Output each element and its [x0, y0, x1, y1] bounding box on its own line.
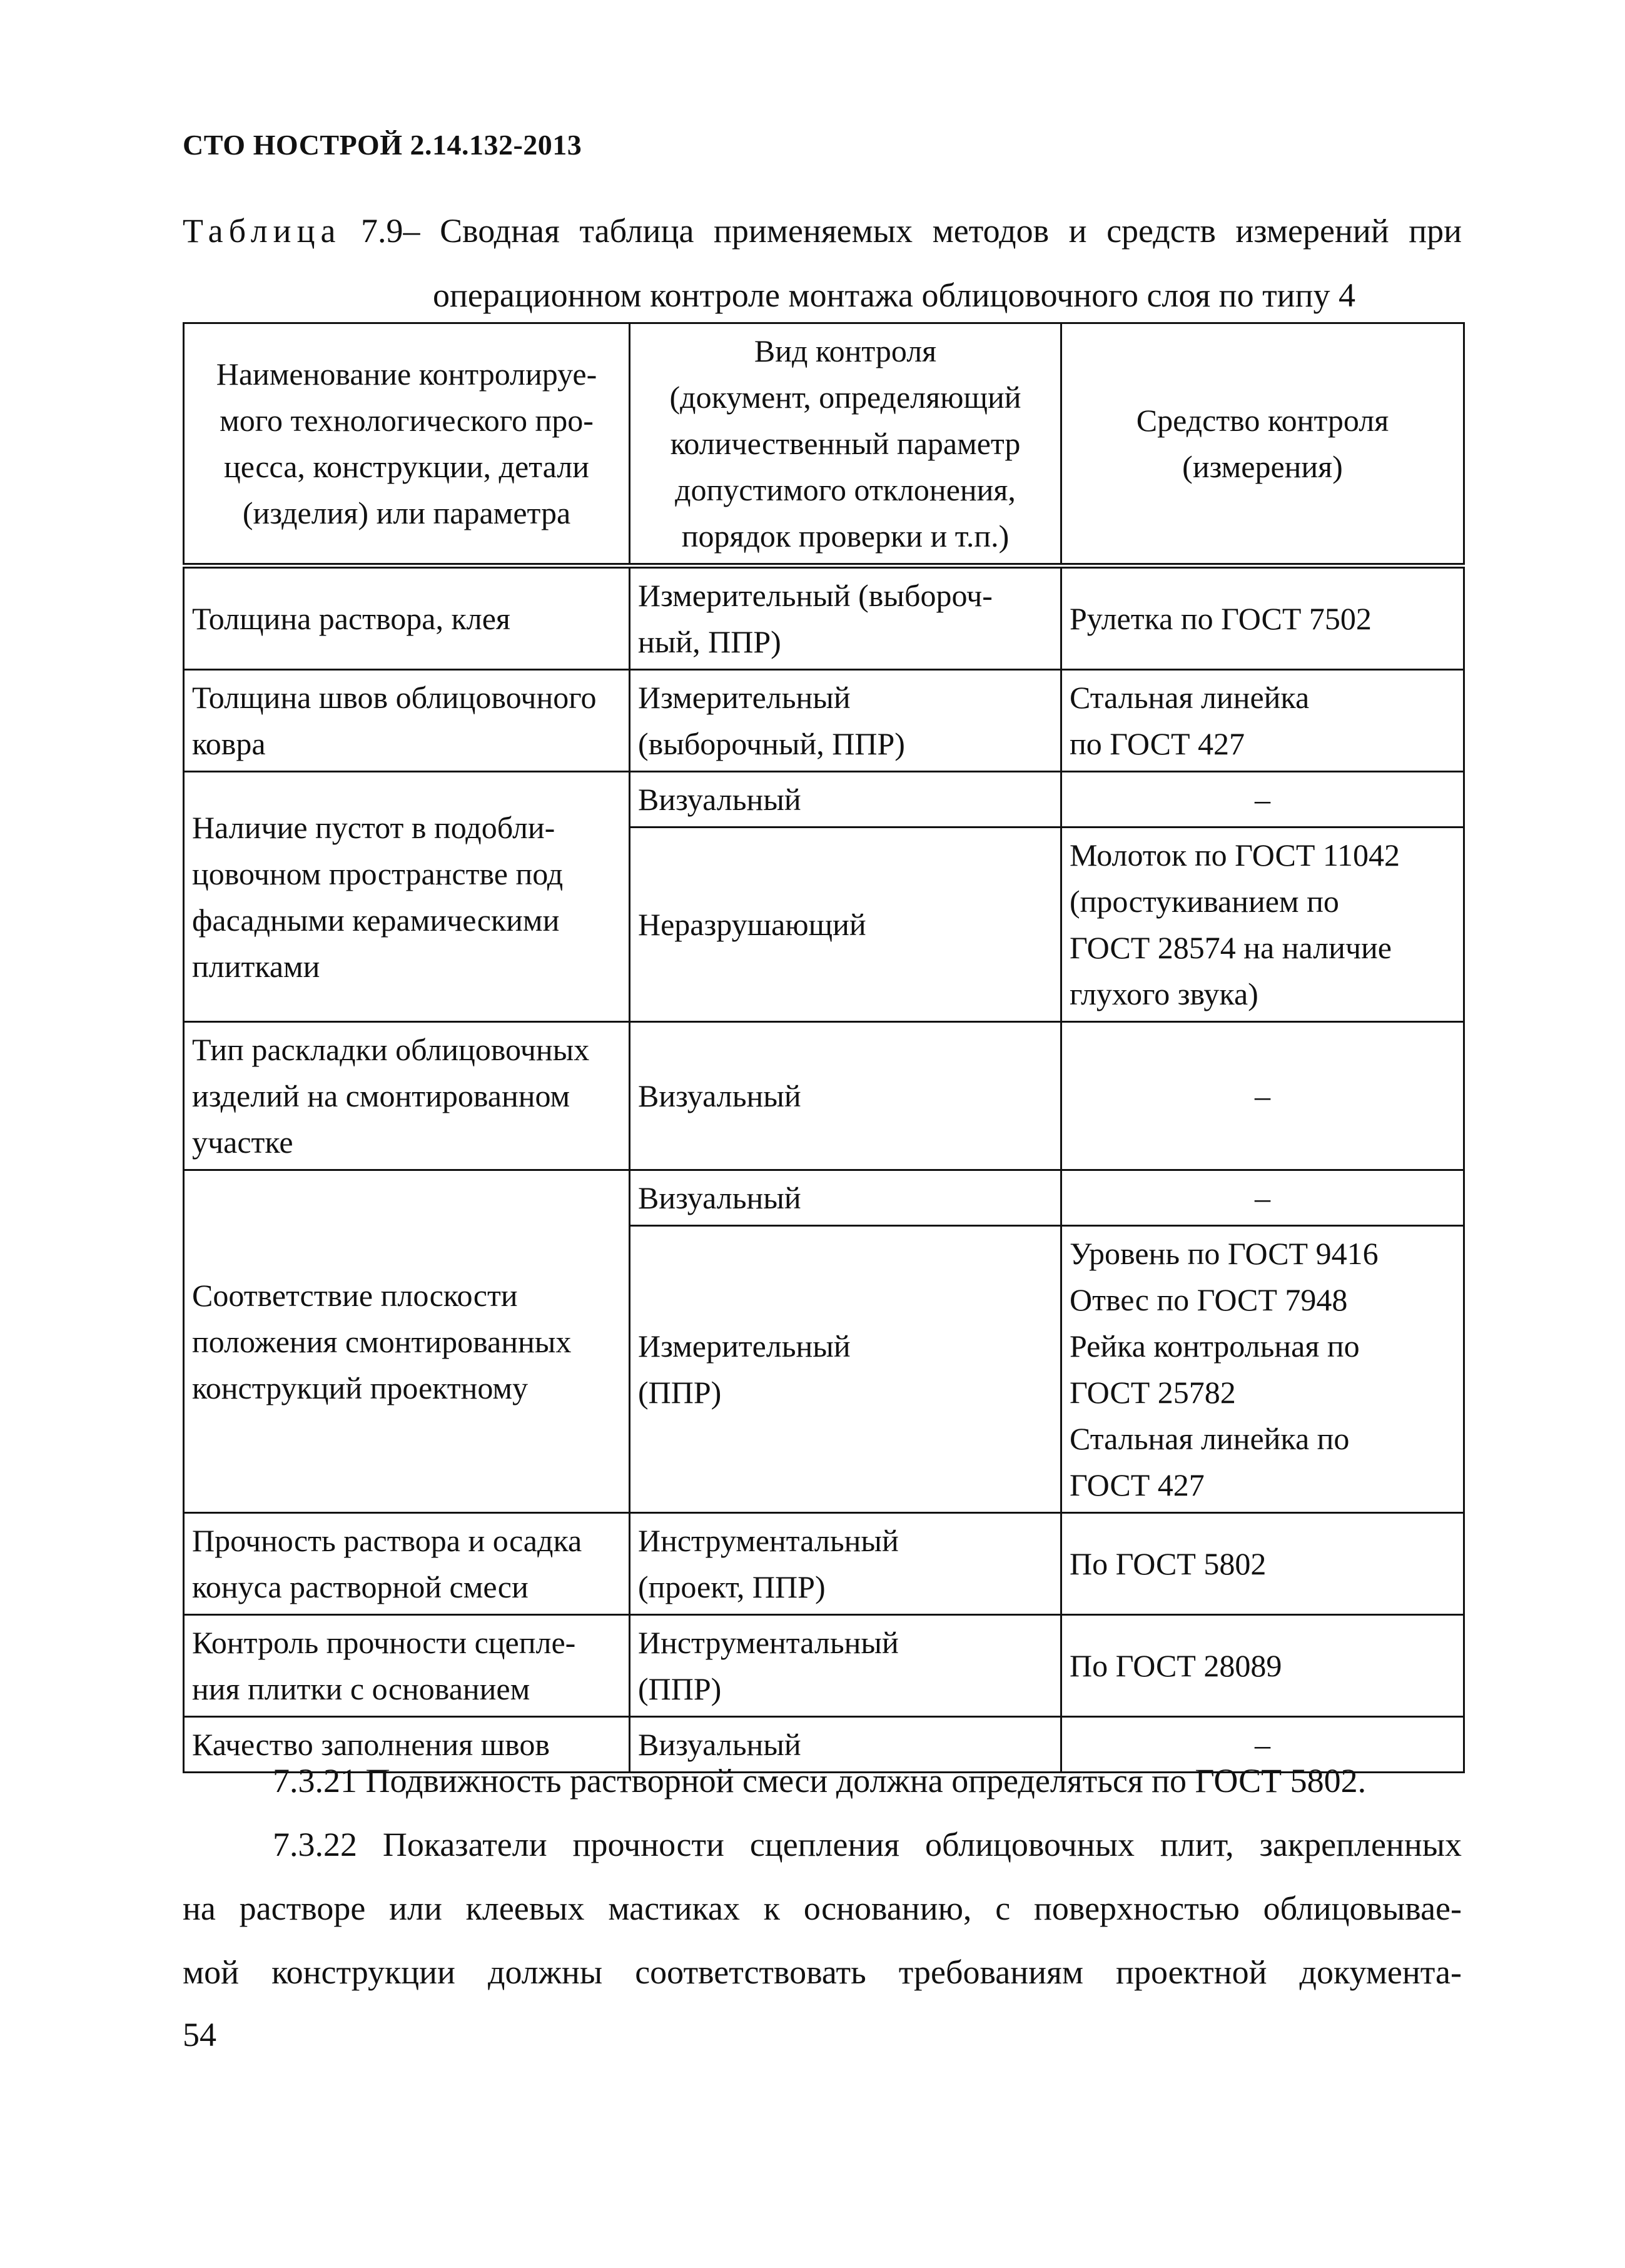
table-row [184, 1170, 1464, 1226]
table-caption-line1 [183, 211, 1462, 250]
table-caption-title: 7.9– Сводная таблица применяемых методов и средств измерений при [361, 212, 1462, 250]
table-row [184, 1615, 1464, 1717]
cell-parameter: Прочность раствора и осадка конуса растворной смеси [184, 1513, 630, 1615]
page-number: 54 [183, 2016, 216, 2053]
cell-control-type: Измерительный (выбороч- ный, ППР) [630, 566, 1061, 670]
cell-parameter: Тип раскладки облицовочных изделий на смонтированном участке [184, 1022, 630, 1170]
cell-control-type: Неразрушающий [630, 828, 1061, 1022]
table-caption-line2: операционном контроле монтажа облицовочного слоя по типу 4 [433, 276, 1355, 314]
cell-control-type: Визуальный [630, 1717, 1061, 1773]
header-control-type: Вид контроля (документ, определяющий количественный параметр допустимого отклонения, порядок проверки и т.п.) [630, 323, 1061, 566]
cell-control-tool: Стальная линейка по ГОСТ 427 [1061, 670, 1464, 772]
cell-parameter: Соответствие плоскости положения смонтированных конструкций проектному [184, 1170, 630, 1513]
cell-control-tool: По ГОСТ 5802 [1061, 1513, 1464, 1615]
cell-control-type: Измерительный (выборочный, ППР) [630, 670, 1061, 772]
control-methods-table [183, 322, 1465, 1773]
cell-control-type: Визуальный [630, 1170, 1061, 1226]
table-caption-label: Таблица [183, 212, 342, 250]
cell-control-tool: – [1061, 1170, 1464, 1226]
cell-control-tool: Уровень по ГОСТ 9416 Отвес по ГОСТ 7948 Рейка контрольная по ГОСТ 25782 Стальная линейка по ГОСТ 427 [1061, 1226, 1464, 1513]
cell-parameter: Наличие пустот в подобли- цовочном пространстве под фасадными керамическими плитками [184, 772, 630, 1022]
cell-parameter: Толщина раствора, клея [184, 566, 630, 670]
header-parameter: Наименование контролируе- мого технологического про- цесса, конструкции, детали (изделия) или параметра [184, 323, 630, 566]
cell-control-tool: – [1061, 1717, 1464, 1773]
cell-parameter: Контроль прочности сцепле- ния плитки с основанием [184, 1615, 630, 1717]
cell-control-tool: – [1061, 1022, 1464, 1170]
table-header-row [184, 323, 1464, 566]
paragraph-7-3-22-line3: мой конструкции должны соответствовать требованиям проектной документа- [183, 1953, 1462, 1991]
paragraph-7-3-22-line2: на растворе или клеевых мастиках к основанию, с поверхностью облицовывае- [183, 1890, 1462, 1927]
cell-control-type: Визуальный [630, 772, 1061, 828]
cell-control-tool: Молоток по ГОСТ 11042 (простукиванием по ГОСТ 28574 на наличие глухого звука) [1061, 828, 1464, 1022]
cell-control-type: Визуальный [630, 1022, 1061, 1170]
table-row [184, 1513, 1464, 1615]
table-row [184, 1022, 1464, 1170]
cell-parameter: Качество заполнения швов [184, 1717, 630, 1773]
paragraph-7-3-21: 7.3.21 Подвижность растворной смеси должна определяться по ГОСТ 5802. [273, 1762, 1367, 1800]
cell-control-type: Инструментальный (ППР) [630, 1615, 1061, 1717]
cell-control-tool: По ГОСТ 28089 [1061, 1615, 1464, 1717]
cell-parameter: Толщина швов облицовочного ковра [184, 670, 630, 772]
cell-control-type: Инструментальный (проект, ППР) [630, 1513, 1061, 1615]
cell-control-tool: – [1061, 772, 1464, 828]
table-row [184, 566, 1464, 670]
cell-control-type: Измерительный (ППР) [630, 1226, 1061, 1513]
cell-control-tool: Рулетка по ГОСТ 7502 [1061, 566, 1464, 670]
paragraph-7-3-22-line1: 7.3.22 Показатели прочности сцепления облицовочных плит, закрепленных [273, 1826, 1462, 1863]
table-row [184, 670, 1464, 772]
document-header: СТО НОСТРОЙ 2.14.132-2013 [183, 129, 582, 161]
header-control-tool: Средство контроля (измерения) [1061, 323, 1464, 566]
table-row [184, 772, 1464, 828]
